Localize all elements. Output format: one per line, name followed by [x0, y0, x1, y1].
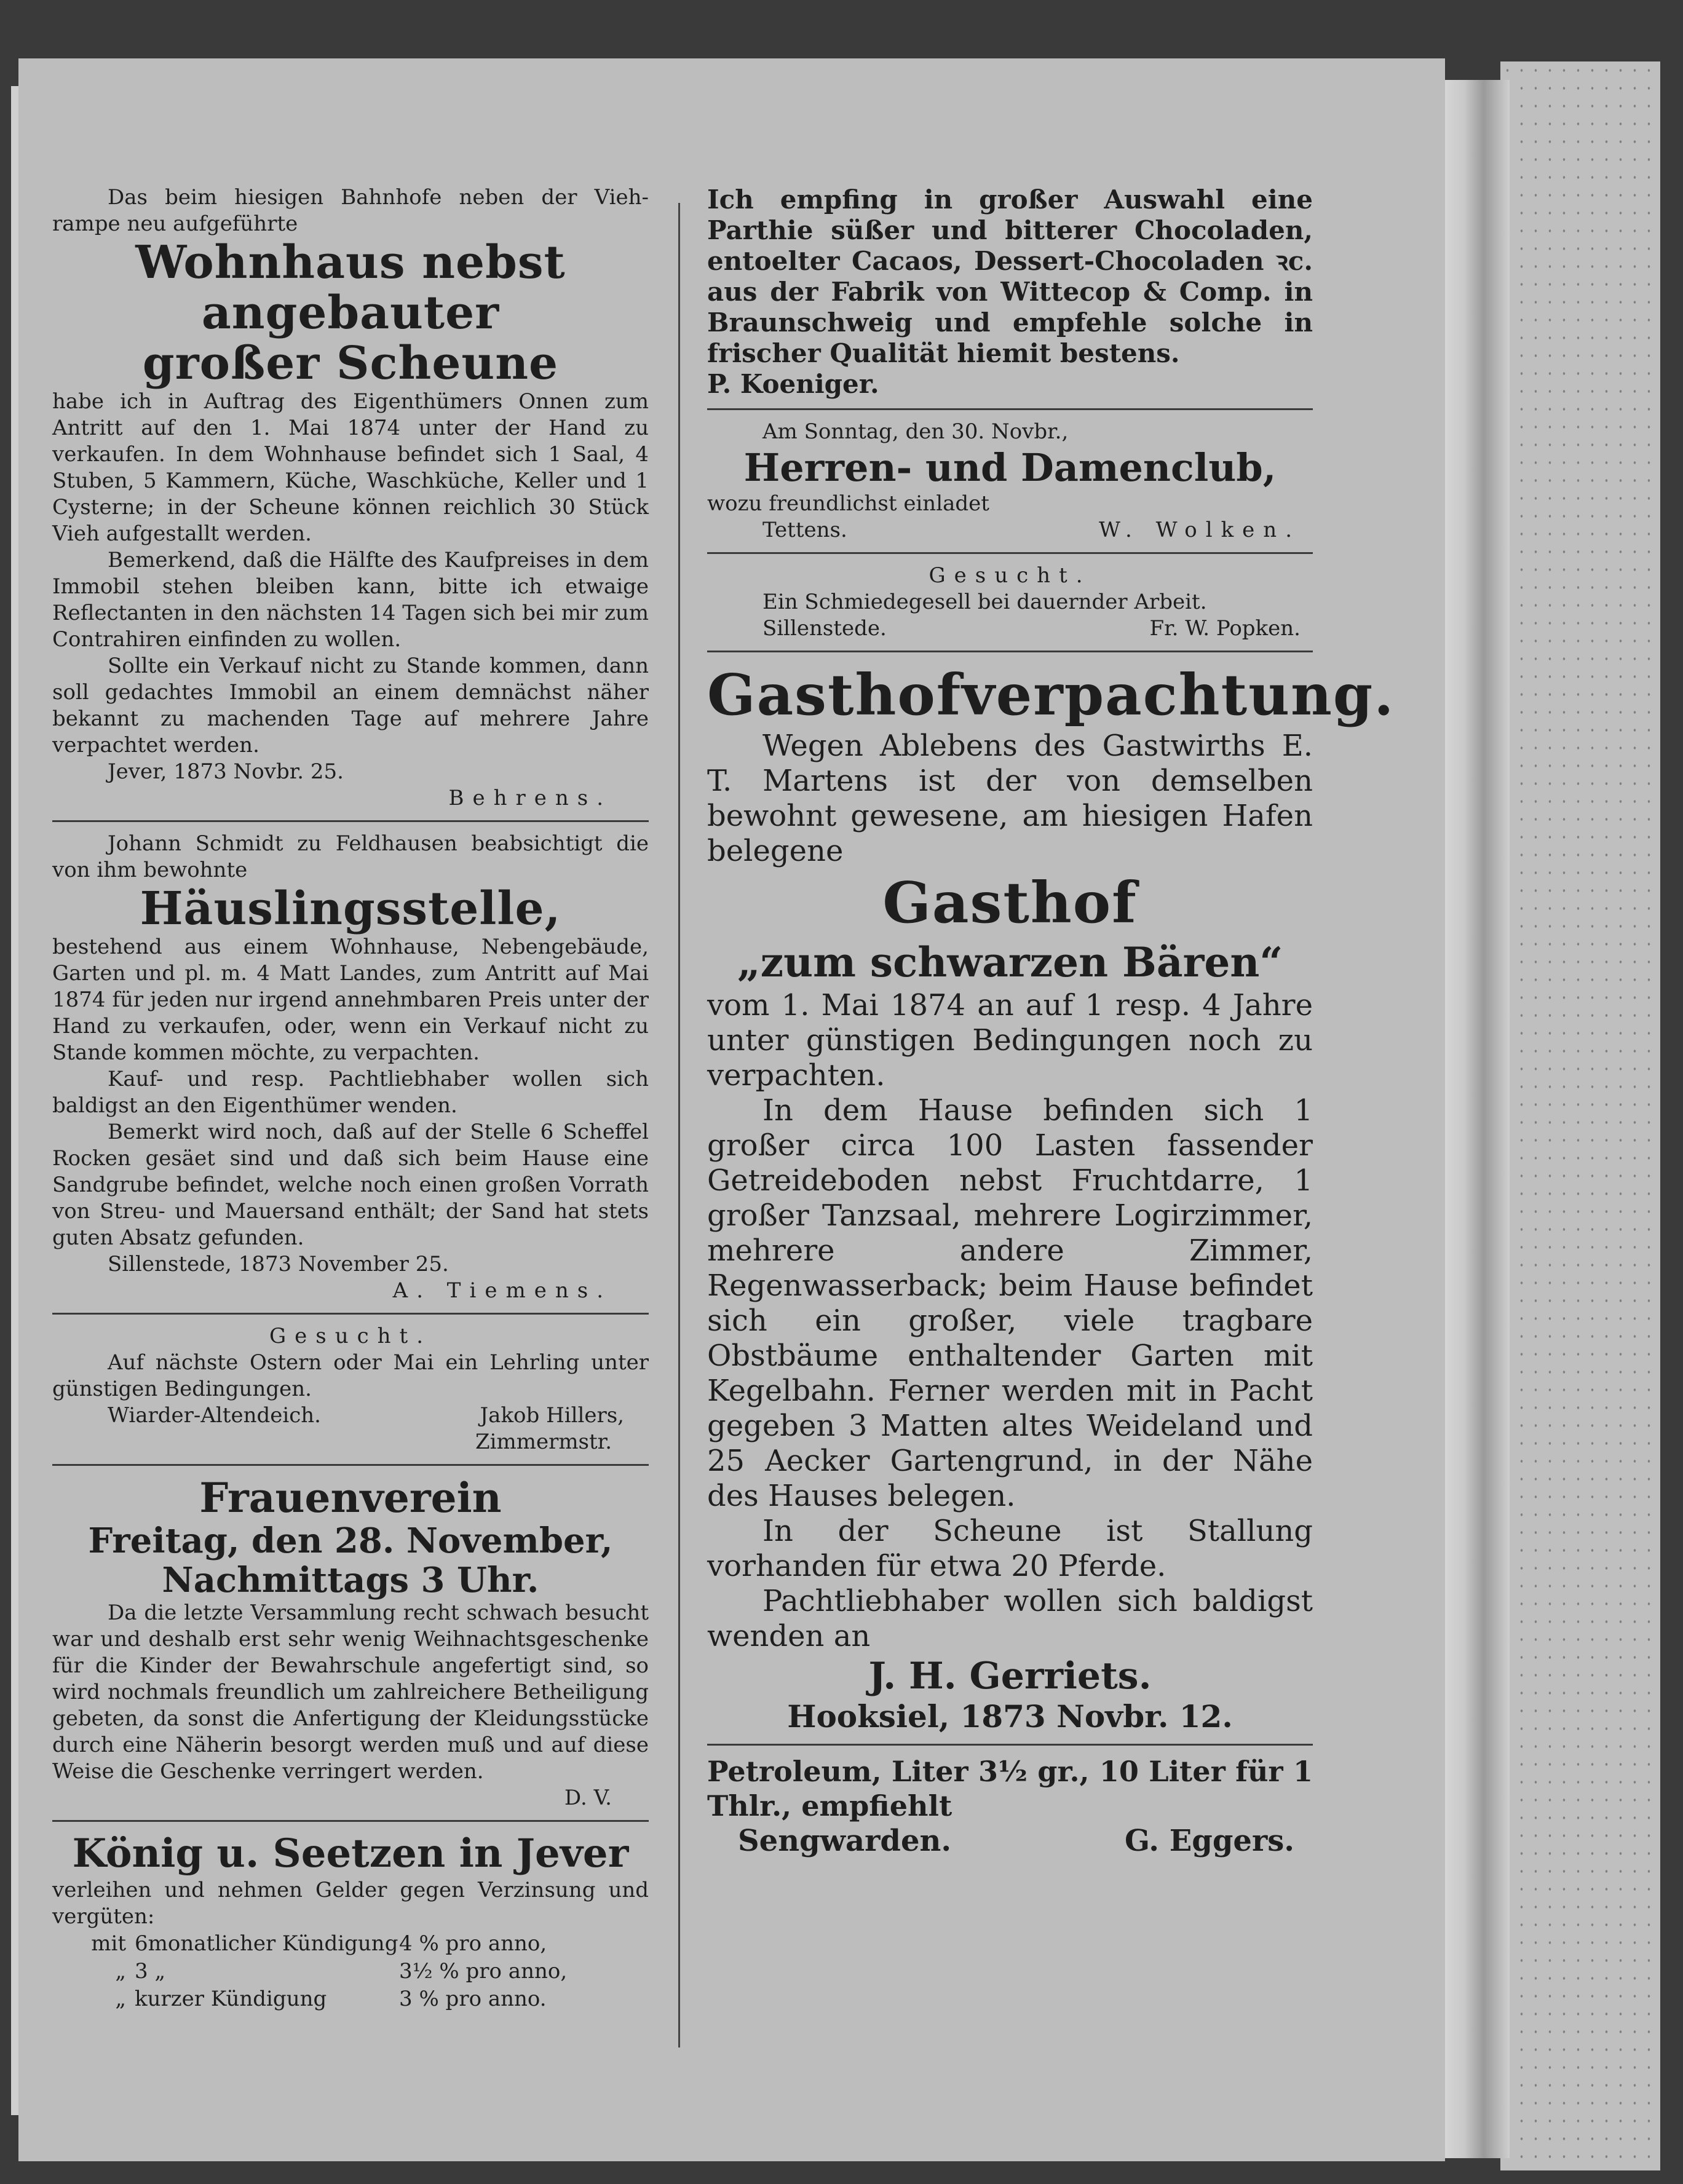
book-cover-board: [1500, 61, 1660, 2170]
ad-chocoladen: [707, 184, 1313, 400]
ad-signature: Fr. W. Popken.: [1149, 616, 1301, 641]
column-divider: [678, 203, 680, 2048]
ad-title: Herren- und Damenclub,: [743, 445, 1277, 490]
ad-signature: G. Eggers.: [1125, 1824, 1294, 1858]
ad-paragraph: wozu freundlichst einladet: [707, 491, 989, 516]
ad-title: Gasthof: [882, 869, 1138, 936]
page-edges: [1445, 80, 1510, 2158]
ad-separator: [707, 408, 1313, 410]
interest-rates: [52, 1930, 649, 2013]
ad-koenig-seetzen: [52, 1830, 649, 2013]
ad-trade: Zimmermstr.: [475, 1430, 612, 1454]
ad-paragraph: verleihen und nehmen Gelder gegen Verzinsung und vergüten:: [52, 1878, 649, 1929]
ad-paragraph: Bemerkend, daß die Hälfte des Kaufpreises in dem Immobil stehen bleiben kann, bitte ich etwaige Reflectanten in den nächsten 14 Tagen sich bei mir zum Contrahiren einfinden zu wollen.: [52, 548, 649, 652]
ad-paragraph: habe ich in Auftrag des Eigenthümers Onnen zum Antritt auf den 1. Mai 1874 unter der Hand zu verkaufen. In dem Wohnhause befindet sich 1 Saal, 4 Stuben, 5 Kammern, Küche, Waschküche, Keller und 1 Cysterne; in der Scheune können reichlich 30 Stück Vieh aufgestallt werden.: [52, 389, 649, 546]
ad-gesucht-lehrling: [52, 1323, 649, 1455]
ad-signature: J. H. Gerriets.: [868, 1655, 1152, 1698]
right-column: [707, 184, 1395, 1865]
ad-date: Jever, 1873 Novbr. 25.: [108, 759, 344, 784]
ad-paragraph: Da die letzte Versammlung recht schwach besucht war und deshalb erst sehr wenig Weihnachtsgeschenke für die Kinder der Bewahrschule angefertigt sind, so wird nochmals freundlich um zahlreichere Betheiligung gebeten, da sonst die Anfertigung der Kleidungsstücke durch eine Näherin besorgt werden muß und auf diese Weise die Geschenke verringert werden.: [52, 1600, 649, 1784]
ad-signature: W. Wolken.: [1098, 518, 1301, 542]
ad-paragraph: bestehend aus einem Wohnhause, Nebengebäude, Garten und pl. m. 4 Matt Landes, zum Antritt auf Mai 1874 für jeden nur irgend annehmbaren Preis unter der Hand zu verkaufen, oder, wenn ein Verkauf nicht zu Stande kommen möchte, zu verpachten.: [52, 935, 649, 1065]
ad-heading: Gesucht.: [269, 1324, 432, 1348]
ad-title: Häuslingsstelle,: [140, 882, 561, 935]
ad-paragraph: Bemerkt wird noch, daß auf der Stelle 6 Scheffel Rocken gesäet sind und daß sich beim Hause eine Sandgrube befindet, welche noch einen großen Vorrath von Streu- und Mauersand enthält; der Sand hat stets guten Absatz gefunden.: [52, 1120, 649, 1250]
ad-paragraph: Ein Schmiedegesell bei dauernder Arbeit.: [762, 590, 1207, 614]
ad-signature: D. V.: [564, 1786, 612, 1810]
ad-separator: [52, 820, 649, 822]
ad-subtitle: Nachmittags 3 Uhr.: [162, 1560, 539, 1600]
ad-date: Am Sonntag, den 30. Novbr.,: [762, 419, 1069, 444]
ad-damenclub: [707, 419, 1313, 544]
ad-subtitle: Freitag, den 28. November,: [88, 1521, 613, 1561]
ad-petroleum: [707, 1754, 1313, 1859]
ad-signature-row: [52, 1403, 649, 1429]
ad-place: Wiarder-Altendeich.: [108, 1403, 321, 1428]
ad-paragraph: Wegen Ablebens des Gastwirths E. T. Martens ist der von demselben bewohnt gewesene, am hiesigen Hafen belegene: [707, 729, 1313, 868]
ad-separator: [707, 651, 1313, 652]
rate-row: „ 3 „ 3½ % pro anno,: [115, 1959, 568, 1984]
ad-signature-row: [707, 517, 1313, 544]
ad-haeuslingsstelle: [52, 831, 649, 1304]
ad-title: Gasthofverpachtung.: [707, 662, 1395, 728]
ad-paragraph: Sollte ein Verkauf nicht zu Stande kommen, dann soll gedachtes Immobil an einem demnächst näher bekannt zu machenden Tage auf mehrere Jahre verpachtet werden.: [52, 654, 649, 758]
ad-place: Tettens.: [762, 518, 847, 542]
ad-place: Sillenstede.: [762, 616, 887, 641]
ad-separator: [707, 1744, 1313, 1746]
ad-date: Hooksiel, 1873 Novbr. 12.: [787, 1698, 1233, 1735]
ad-title: Frauenverein: [199, 1474, 502, 1522]
ad-paragraph: Petroleum, Liter 3½ gr., 10 Liter für 1 Thlr., empfiehlt: [707, 1755, 1313, 1822]
ad-separator: [707, 552, 1313, 554]
ad-signature: A. Tiemens.: [392, 1278, 612, 1303]
ad-paragraph: In der Scheune ist Stallung vorhanden für etwa 20 Pferde.: [707, 1514, 1313, 1583]
ad-date: Sillenstede, 1873 November 25.: [108, 1252, 449, 1276]
ad-wohnhaus: [52, 184, 649, 812]
ad-subtitle: „zum schwarzen Bären“: [737, 938, 1283, 986]
ad-signature-row: [707, 615, 1313, 642]
rate-row: mit 6monatlicher Kündigung 4 % pro anno,: [91, 1931, 547, 1956]
ad-paragraph: vom 1. Mai 1874 an auf 1 resp. 4 Jahre unter günstigen Bedingungen noch zu verpachten.: [707, 988, 1313, 1093]
ad-signature: Jakob Hillers,: [480, 1403, 624, 1428]
ad-paragraph: Kauf- und resp. Pachtliebhaber wollen sich baldigst an den Eigenthümer wenden.: [52, 1067, 649, 1118]
ad-title: König u. Seetzen in Jever: [72, 1830, 629, 1877]
left-column: [52, 184, 649, 2019]
ad-frauenverein: [52, 1474, 649, 1811]
ad-intro: Johann Schmidt zu Feldhausen beabsichtigt die von ihm bewohnte: [52, 831, 649, 882]
ad-place: Sengwarden.: [738, 1824, 952, 1858]
ad-intro: Das beim hiesigen Bahnhofe neben der Vieh-rampe neu aufgeführte: [52, 185, 649, 236]
ad-heading: Gesucht.: [929, 563, 1091, 588]
ad-paragraph: Pachtliebhaber wollen sich baldigst wenden an: [707, 1584, 1313, 1653]
ad-separator: [52, 1313, 649, 1315]
rate-row: „ kurzer Kündigung 3 % pro anno.: [115, 1987, 547, 2011]
ad-paragraph: In dem Hause befinden sich 1 großer circa 100 Lasten fassender Getreideboden nebst Fruchtdarre, 1 großer Tanzsaal, mehrere Logirzimmer, mehrere andere Zimmer, Regenwasserback; beim Hause befindet sich ein großer, viele tragbare Obstbäume enthaltender Garten mit Kegelbahn. Ferner werden mit in Pacht gegeben 3 Matten altes Weideland und 25 Aecker Gartengrund, in der Nähe des Hauses belegen.: [707, 1093, 1313, 1513]
ad-paragraph: Auf nächste Ostern oder Mai ein Lehrling unter günstigen Bedingungen.: [52, 1350, 649, 1401]
ad-paragraph: Ich empfing in großer Auswahl eine Parthie süßer und bitterer Chocoladen, entoelter Cacaos, Dessert-Chocoladen ꝛc. aus der Fabrik von Wittecop & Comp. in Braunschweig und empfehle solche in frischer Qualität hiemit bestens.: [707, 184, 1313, 368]
ad-gesucht-schmied: [707, 563, 1313, 642]
ad-title: Wohnhaus nebst angebauter: [135, 236, 566, 339]
ad-signature: P. Koeniger.: [707, 369, 879, 399]
ad-signature: Behrens.: [448, 786, 612, 810]
ad-separator: [52, 1820, 649, 1822]
ad-signature-row: [707, 1823, 1313, 1859]
ad-gasthofverpachtung: [707, 661, 1395, 1735]
ad-title: großer Scheune: [142, 337, 559, 390]
ad-separator: [52, 1464, 649, 1466]
